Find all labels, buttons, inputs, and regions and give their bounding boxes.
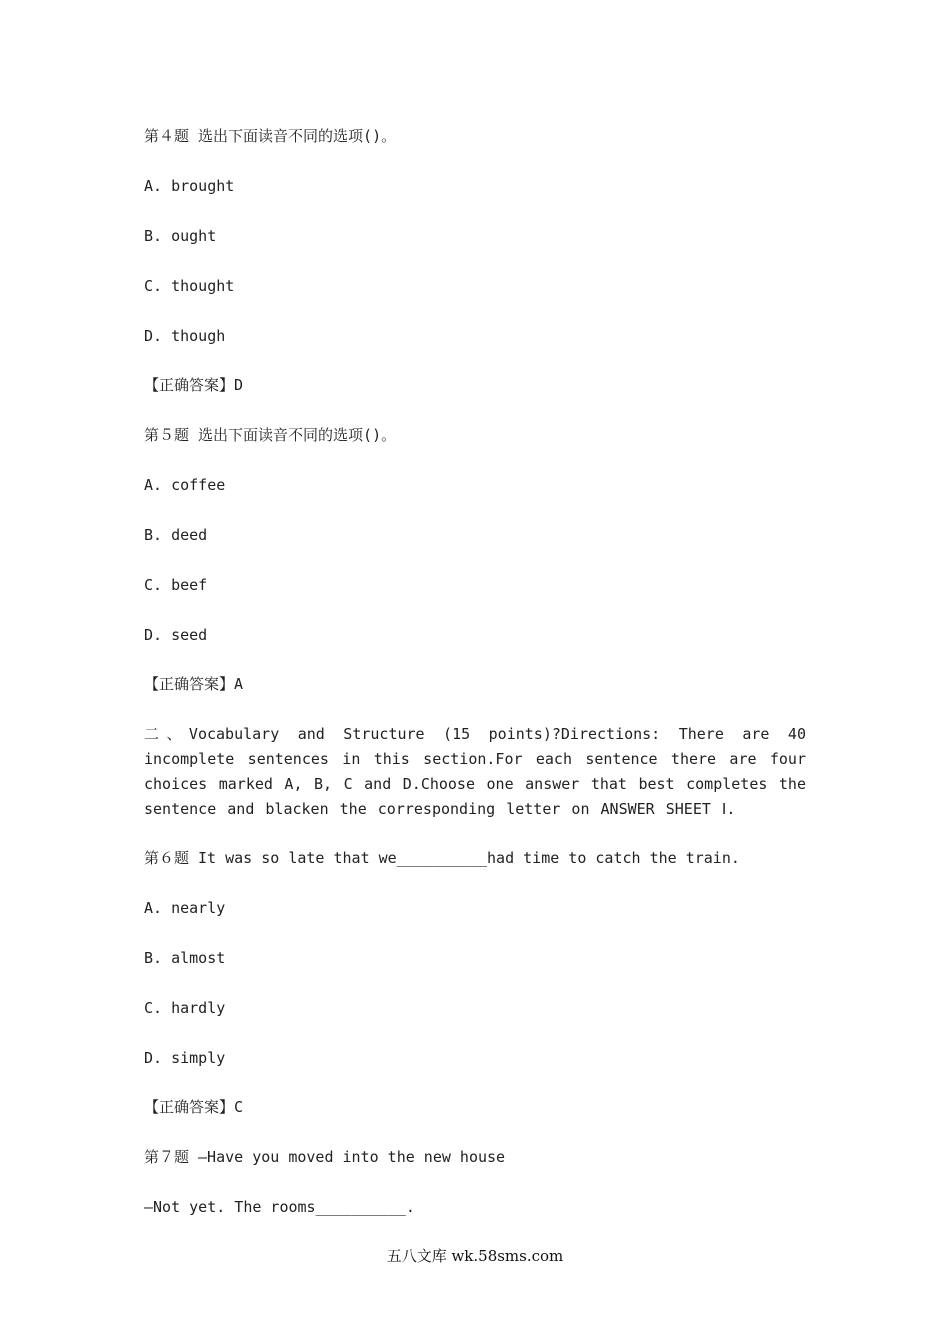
- question-6-title: 第６题 It was so late that we__________had time to catch the train.: [144, 849, 740, 867]
- question-5-option-c: C. beef: [144, 576, 208, 594]
- question-4-option-d: D. though: [144, 327, 226, 345]
- question-7-line-2: —Not yet. The rooms__________.: [144, 1198, 415, 1216]
- question-5-answer: 【正确答案】A: [144, 675, 244, 693]
- question-6-option-c: C. hardly: [144, 999, 226, 1017]
- question-4-title: 第４题 选出下面读音不同的选项()。: [144, 127, 397, 145]
- page-footer: 五八文库 wk.58sms.com: [386, 1247, 564, 1265]
- question-4-option-b: B. ought: [144, 227, 217, 245]
- question-5-title: 第５题 选出下面读音不同的选项()。: [144, 426, 397, 444]
- question-7-title: 第７题 —Have you moved into the new house: [144, 1148, 506, 1166]
- question-5-option-b: B. deed: [144, 526, 208, 544]
- question-4-option-a: A. brought: [144, 177, 235, 195]
- question-4-answer: 【正确答案】D: [144, 376, 244, 394]
- question-4-option-c: C. thought: [144, 277, 235, 295]
- question-6-answer: 【正确答案】C: [144, 1098, 244, 1116]
- question-6-option-a: A. nearly: [144, 899, 226, 917]
- question-6-option-d: D. simply: [144, 1049, 226, 1067]
- section-2-directions: 二、Vocabulary and Structure (15 points)?Directions: There are 40 incomplete sentences in this section.For each sentence there are four choices marked A, B, C and D.Choose one answer that best completes the sentence and blacken the corresponding letter on ANSWER SHEET Ⅰ.: [144, 725, 806, 818]
- question-5-option-d: D. seed: [144, 626, 208, 644]
- question-5-option-a: A. coffee: [144, 476, 226, 494]
- question-6-option-b: B. almost: [144, 949, 226, 967]
